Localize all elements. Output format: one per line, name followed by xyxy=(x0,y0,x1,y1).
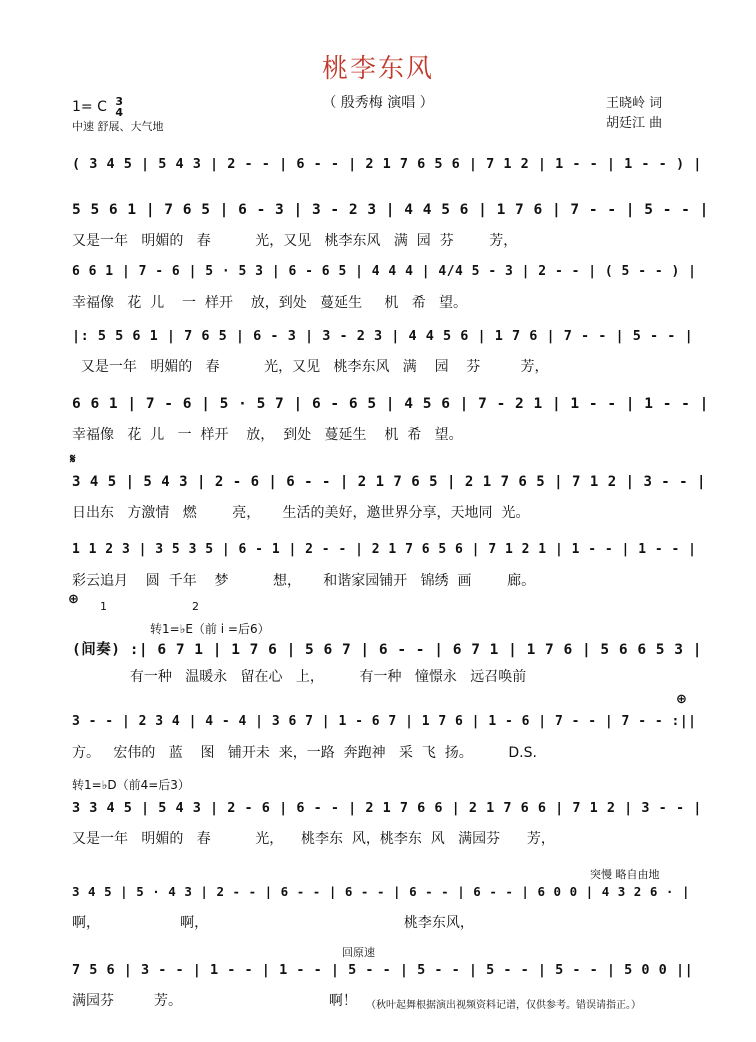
transcription-note: （秋叶起舞根据演出视频资料记谱，仅供参考。错误请指正。） xyxy=(366,1000,641,1011)
volta-1: 1 xyxy=(100,600,107,613)
lyric-row: 又是一年 明媚的 春 光，又见 桃李东风 满 园 芬 芳， xyxy=(72,233,518,249)
lyric-row: 幸福像 花 儿 一 样开 放， 到处 蔓延生 机 希 望。 xyxy=(72,427,463,443)
lyric-row: 啊， 啊， 桃李东风， xyxy=(72,915,474,931)
notation-row: ( 3 4 5 | 5 4 3 | 2 - - | 6 - - | 2 1 7 6 5 6 | 7 1 2 | 1 - - | 1 - - ) | xyxy=(72,156,702,172)
time-bottom: 4 xyxy=(115,106,123,119)
lyric-row: 满园芬 芳。 啊！ xyxy=(72,993,357,1009)
notation-row: 3 - - | 2 3 4 | 4 - 4 | 3 6 7 | 1 - 6 7 | 1 7 6 | 1 - 6 | 7 - - | 7 - - :|| xyxy=(72,714,697,729)
key-label: 1= C xyxy=(72,99,107,115)
modulation-1: 转1=♭E（前 i =后6） xyxy=(150,622,270,636)
performer-credit: （ 殷秀梅 演唱 ） xyxy=(322,95,434,111)
notation-row: 5 5 6 1 | 7 6 5 | 6 - 3 | 3 - 2 3 | 4 4 5 6 | 1 7 6 | 7 - - | 5 - - | xyxy=(72,202,709,218)
notation-row: 7 5 6 | 3 - - | 1 - - | 1 - - | 5 - - | 5 - - | 5 - - | 5 - - | 5 0 0 || xyxy=(72,962,694,978)
modulation-2: 转1=♭D（前4=后3） xyxy=(72,778,190,792)
notation-row: 1 1 2 3 | 3 5 3 5 | 6 - 1 | 2 - - | 2 1 7 6 5 6 | 7 1 2 1 | 1 - - | 1 - - | xyxy=(72,542,697,557)
a-tempo-marking: 回原速 xyxy=(342,946,375,959)
lyric-row: 方。 宏伟的 蓝 图 铺开未 来，一路 奔跑神 采 飞 扬。 D.S. xyxy=(72,745,537,761)
volta-2: 2 xyxy=(192,600,199,613)
notation-row: 3 4 5 | 5 · 4 3 | 2 - - | 6 - - | 6 - - | 6 - - | 6 - - | 6 0 0 | 4 3 2 6 · | xyxy=(72,884,690,899)
lyric-row: 又是一年 明媚的 春 光， 桃李东 风，桃李东 风 满园芬 芳， xyxy=(72,831,555,847)
notation-row: 3 3 4 5 | 5 4 3 | 2 - 6 | 6 - - | 2 1 7 6 6 | 2 1 7 6 6 | 7 1 2 | 3 - - | xyxy=(72,800,702,816)
time-signature xyxy=(115,96,123,118)
song-title: 桃李东风 xyxy=(321,54,434,84)
coda-icon-2: ⊕ xyxy=(676,692,687,707)
time-top: 3 xyxy=(115,95,123,108)
coda-icon: ⊕ xyxy=(68,592,79,607)
notation-row: (间奏) :| 6 7 1 | 1 7 6 | 5 6 7 | 6 - - | 6 7 1 | 1 7 6 | 5 6 6 5 3 | xyxy=(72,642,702,658)
notation-row: 6 6 1 | 7 - 6 | 5 · 5 3 | 6 - 6 5 | 4 4 4 | 4/4 5 - 3 | 2 - - | ( 5 - - ) | xyxy=(72,264,697,279)
ritard-marking: 突慢 略自由地 xyxy=(590,868,660,881)
lyric-row: 幸福像 花 儿 一 样开 放，到处 蔓延生 机 希 望。 xyxy=(72,295,468,311)
notation-row: 3 4 5 | 5 4 3 | 2 - 6 | 6 - - | 2 1 7 6 5 | 2 1 7 6 5 | 7 1 2 | 3 - - | xyxy=(72,474,706,490)
segno-icon: 𝄋 xyxy=(70,452,76,467)
lyric-row: 又是一年 明媚的 春 光，又见 桃李东风 满 园 芬 芳， xyxy=(72,359,549,375)
lyricist-credit: 王晓岭 词 xyxy=(606,96,663,111)
notation-row: |: 5 5 6 1 | 7 6 5 | 6 - 3 | 3 - 2 3 | 4 4 5 6 | 1 7 6 | 7 - - | 5 - - | xyxy=(72,328,694,344)
composer-credit: 胡廷江 曲 xyxy=(606,116,663,131)
tempo-marking: 中速 舒展、大气地 xyxy=(72,120,164,133)
lyric-row: 有一种 温暖永 留在心 上， 有一种 憧憬永 远召唤前 xyxy=(72,669,527,685)
key-signature xyxy=(72,96,123,118)
lyric-row: 彩云追月 圆 千年 梦 想， 和谐家园铺开 锦绣 画 廊。 xyxy=(72,573,536,589)
notation-row: 6 6 1 | 7 - 6 | 5 · 5 7 | 6 - 6 5 | 4 5 6 | 7 - 2 1 | 1 - - | 1 - - | xyxy=(72,396,709,412)
lyric-row: 日出东 方激情 燃 亮， 生活的美好，邀世界分享，天地同 光。 xyxy=(72,505,530,521)
